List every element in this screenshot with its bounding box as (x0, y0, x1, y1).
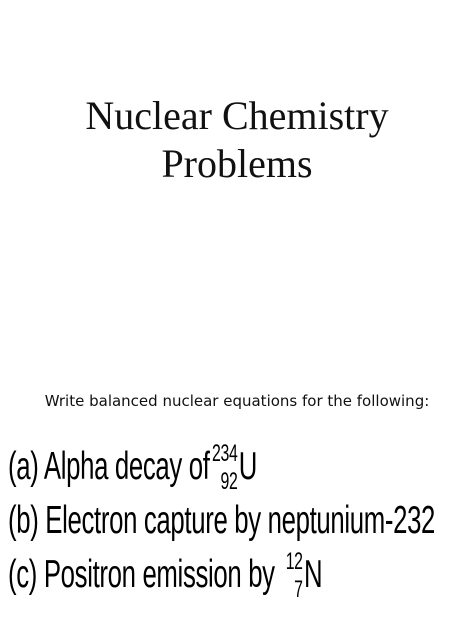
uranium-mass-number: 234 (212, 440, 238, 467)
problem-list (8, 440, 474, 602)
problem-b-text: (b) Electron capture by neptunium-232 (8, 499, 436, 542)
title-line-2: Problems (161, 141, 313, 186)
page-title (0, 92, 474, 188)
title-line-1: Nuclear Chemistry (85, 93, 389, 138)
problem-a (8, 440, 316, 494)
problem-a-text: (a) Alpha decay of (8, 445, 217, 488)
uranium-atomic-number: 92 (220, 468, 238, 495)
nitrogen-symbol: N (303, 553, 323, 596)
nitrogen-mass-number: 12 (285, 548, 303, 575)
instruction-text: Write balanced nuclear equations for the following: (44, 392, 430, 410)
problem-c (8, 548, 323, 603)
problem-b (8, 494, 436, 548)
nitrogen-atomic-number: 7 (294, 576, 303, 603)
nitrogen-nuclide (282, 548, 323, 602)
uranium-nuclide (212, 440, 258, 495)
uranium-symbol: U (238, 445, 258, 488)
cropped-text-fragment (8, 624, 468, 632)
problem-c-text: (c) Positron emission by (8, 553, 282, 596)
